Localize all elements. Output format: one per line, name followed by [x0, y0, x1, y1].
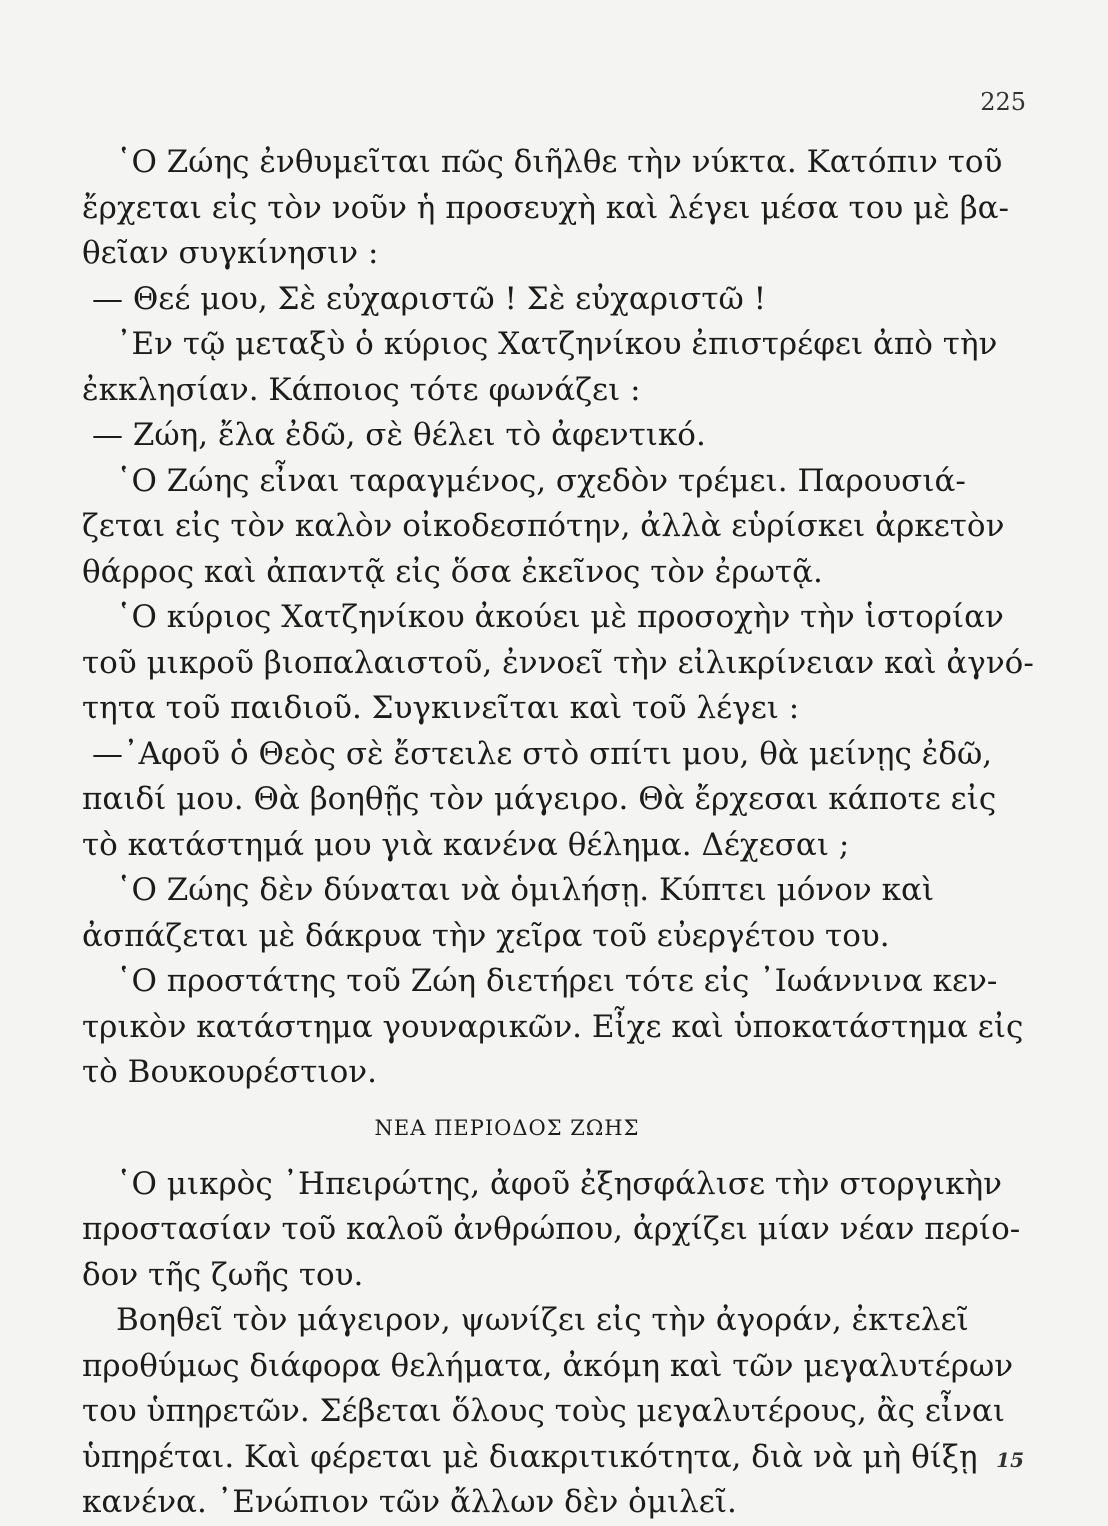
- text-line: ῾Ο κύριος Χατζηνίκου ἀκούει μὲ προσοχὴν τὴν ἱστορίαν: [116, 599, 1004, 635]
- text-line: ῾Ο Ζώης ἐνθυμεῖται πῶς διῆλθε τὴν νύκτα. Κατόπιν τοῦ: [116, 144, 1003, 180]
- text-line: — Ζώη, ἔλα ἐδῶ, σὲ θέλει τὸ ἀφεντικό.: [92, 417, 706, 453]
- section-heading: ΝΕΑ ΠΕΡΙΟΔΟΣ ΖΩΗΣ: [374, 1115, 640, 1140]
- text-line: ῾Ο προστάτης τοῦ Ζώη διετήρει τότε εἰς ᾿Ιωάννινα κεν-: [116, 963, 998, 999]
- text-line: —᾿Αφοῦ ὁ Θεὸς σὲ ἔστειλε στὸ σπίτι μου, θὰ μείνῃς ἐδῶ,: [92, 735, 993, 772]
- text-line: ῾Ο Ζώης δὲν δύναται νὰ ὁμιλήσῃ. Κύπτει μόνον καὶ: [116, 872, 935, 908]
- signature-mark: 15: [996, 1448, 1024, 1472]
- text-line: ἐκκλησίαν. Κάποιος τότε φωνάζει :: [82, 371, 641, 408]
- text-line: τὸ κατάστημά μου γιὰ κανένα θέλημα. Δέχεσαι ;: [82, 826, 850, 863]
- text-line: δον τῆς ζωῆς του.: [82, 1256, 364, 1293]
- text-line: προθύμως διάφορα θελήματα, ἀκόμη καὶ τῶν μεγαλυτέρων: [82, 1347, 1014, 1384]
- page-number: 225: [980, 88, 1026, 116]
- text-line: τὸ Βουκουρέστιον.: [82, 1054, 377, 1090]
- text-line: τοῦ μικροῦ βιοπαλαιστοῦ, ἐννοεῖ τὴν εἰλικρίνειαν καὶ ἀγνό-: [82, 644, 1034, 681]
- text-line: προστασίαν τοῦ καλοῦ ἀνθρώπου, ἀρχίζει μίαν νέαν περίο-: [82, 1211, 1021, 1247]
- text-line: θάρρος καὶ ἀπαντᾷ εἰς ὅσα ἐκεῖνος τὸν ἐρωτᾷ.: [82, 553, 823, 590]
- text-line: ἔρχεται εἰς τὸν νοῦν ἡ προσευχὴ καὶ λέγει μέσα του μὲ βα-: [82, 189, 1010, 226]
- paragraphs-before-heading: [82, 140, 1034, 1096]
- text-line: θεῖαν συγκίνησιν :: [82, 235, 379, 271]
- text-line: ζεται εἰς τὸν καλὸν οἰκοδεσπότην, ἀλλὰ εὑρίσκει ἀρκετὸν: [82, 508, 1005, 544]
- text-line: κανένα. ᾿Ενώπιον τῶν ἄλλων δὲν ὁμιλεῖ.: [82, 1484, 737, 1520]
- text-line: τρικὸν κατάστημα γουναρικῶν. Εἶχε καὶ ὑποκατάστημα εἰς: [82, 1008, 1024, 1045]
- text-line: του ὑπηρετῶν. Σέβεται ὅλους τοὺς μεγαλυτέρους, ἂς εἶναι: [82, 1393, 1006, 1429]
- text-line: ἀσπάζεται μὲ δάκρυα τὴν χεῖρα τοῦ εὐεργέτου του.: [82, 917, 890, 954]
- text-line: τητα τοῦ παιδιοῦ. Συγκινεῖται καὶ τοῦ λέγει :: [82, 690, 800, 726]
- text-line: ῾Ο Ζώης εἶναι ταραγμένος, σχεδὸν τρέμει. Παρουσιά-: [116, 462, 966, 499]
- text-line: — Θεέ μου, Σὲ εὐχαριστῶ ! Σὲ εὐχαριστῶ !: [92, 280, 767, 317]
- text-line: ὑπηρέται. Καὶ φέρεται μὲ διακριτικότητα, διὰ νὰ μὴ θίξῃ: [82, 1438, 978, 1475]
- text-line: ῾Ο μικρὸς ᾿Ηπειρώτης, ἀφοῦ ἐξησφάλισε τὴν στοργικὴν: [116, 1165, 1003, 1202]
- text-line: ᾿Εν τῷ μεταξὺ ὁ κύριος Χατζηνίκου ἐπιστρέφει ἀπὸ τὴν: [116, 326, 998, 362]
- text-line: παιδί μου. Θὰ βοηθῇς τὸν μάγειρο. Θὰ ἔρχεσαι κάποτε εἰς: [82, 781, 997, 817]
- text-line: Βοηθεῖ τὸν μάγειρον, ψωνίζει εἰς τὴν ἀγοράν, ἐκτελεῖ: [116, 1302, 969, 1338]
